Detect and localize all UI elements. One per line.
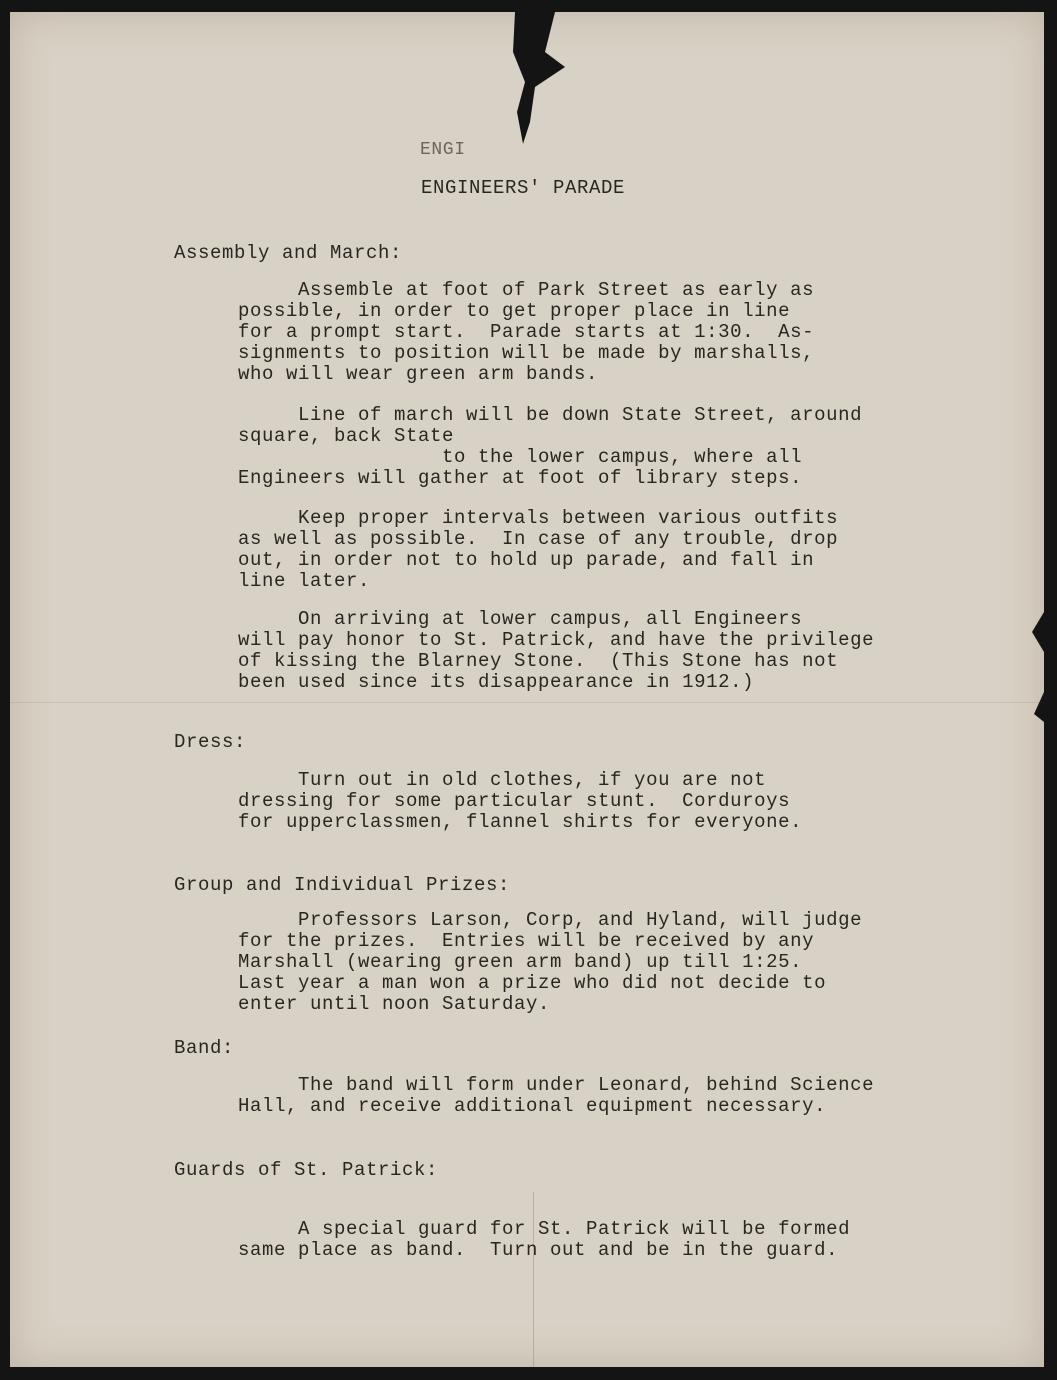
paragraph-assembly-2 — [238, 405, 862, 489]
text-line: On arriving at lower campus, all Engineers — [238, 608, 803, 630]
text-line: Professors Larson, Corp, and Hyland, will judge — [238, 909, 863, 931]
text-line: Engineers will gather at foot of library steps. — [238, 467, 803, 489]
text-line: Assemble at foot of Park Street as early as — [238, 279, 815, 301]
paragraph-assembly-3 — [238, 508, 838, 592]
paragraph-assembly-4 — [238, 609, 874, 693]
text-line: Last year a man won a prize who did not decide to — [238, 972, 827, 994]
text-line: dressing for some particular stunt. Corduroys — [238, 790, 791, 812]
paragraph-guards — [238, 1219, 850, 1261]
text-line: possible, in order to get proper place in line — [238, 300, 791, 322]
text-line: will pay honor to St. Patrick, and have the privilege — [238, 629, 875, 651]
section-heading-band: Band: — [174, 1037, 235, 1059]
text-line: Keep proper intervals between various outfits — [238, 507, 839, 529]
page-title: ENGINEERS' PARADE — [421, 177, 626, 199]
paper-tear-right-1 — [1030, 612, 1044, 652]
text-line: same place as band. Turn out and be in the guard. — [238, 1239, 839, 1261]
text-line: Hall, and receive additional equipment necessary. — [238, 1095, 827, 1117]
text-line: to the lower campus, where all — [238, 446, 803, 468]
paragraph-band — [238, 1075, 874, 1117]
document-page — [10, 12, 1044, 1367]
text-line: Line of march will be down State Street, around — [238, 404, 863, 426]
section-heading-prizes: Group and Individual Prizes: — [174, 874, 511, 896]
text-line: square, back State — [238, 425, 455, 447]
text-line: out, in order not to hold up parade, and fall in — [238, 549, 815, 571]
text-line: signments to position will be made by marshalls, — [238, 342, 815, 364]
section-heading-guards: Guards of St. Patrick: — [174, 1159, 439, 1181]
text-line: as well as possible. In case of any trouble, drop — [238, 528, 839, 550]
text-line: who will wear green arm bands. — [238, 363, 599, 385]
text-line: A special guard for St. Patrick will be formed — [238, 1218, 851, 1240]
text-line: enter until noon Saturday. — [238, 993, 551, 1015]
paragraph-dress — [238, 770, 802, 833]
text-line: line later. — [238, 570, 371, 592]
section-heading-dress: Dress: — [174, 731, 247, 753]
paper-tear-top — [505, 12, 585, 152]
text-line: of kissing the Blarney Stone. (This Stone has not — [238, 650, 839, 672]
paragraph-prizes — [238, 910, 862, 1015]
text-line: Turn out in old clothes, if you are not — [238, 769, 767, 791]
text-line: been used since its disappearance in 1912.) — [238, 671, 755, 693]
paragraph-assembly-1 — [238, 280, 814, 385]
section-heading-assembly: Assembly and March: — [174, 242, 403, 264]
fold-line-horizontal — [10, 702, 1044, 703]
text-line: for the prizes. Entries will be received by any — [238, 930, 815, 952]
paper-tear-right-2 — [1030, 692, 1044, 722]
text-line: for a prompt start. Parade starts at 1:30. As- — [238, 321, 815, 343]
text-line: Marshall (wearing green arm band) up till 1:25. — [238, 951, 803, 973]
text-line: for upperclassmen, flannel shirts for everyone. — [238, 811, 803, 833]
text-line: The band will form under Leonard, behind Science — [238, 1074, 875, 1096]
header-fragment: ENGI — [420, 140, 466, 160]
